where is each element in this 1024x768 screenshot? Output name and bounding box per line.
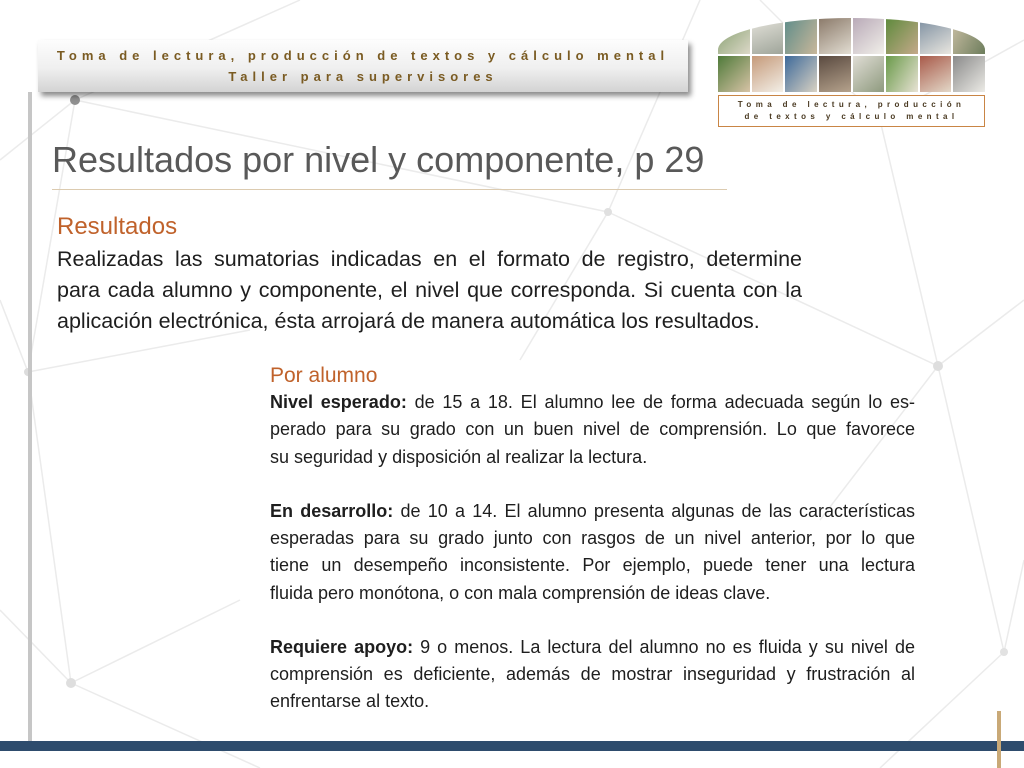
photo-tile [853, 56, 885, 92]
network-line [1004, 560, 1024, 652]
paragraph-line: para cada alumno y componente, el nivel que corresponda. Si cuenta con la [57, 278, 802, 302]
network-line [71, 600, 240, 683]
network-node [66, 678, 76, 688]
paragraph-line: enfrentarse al texto. [270, 691, 430, 712]
network-node [1000, 648, 1008, 656]
network-line [880, 120, 938, 366]
logo-caption [718, 95, 985, 127]
photo-tile [752, 56, 784, 92]
slide-title: Resultados por nivel y componente, p 29 [52, 139, 705, 180]
banner-subtitle: Taller para supervisores [228, 69, 498, 84]
network-line [938, 366, 1004, 652]
bottom-bar [0, 741, 1024, 751]
photo-tile [886, 56, 918, 92]
paragraph-line: tiene un desempeño inconsistente. Por ejemplo, puede tener una lectura [270, 555, 915, 576]
level-text: de 15 a 18. El alumno lee de forma adecuada según lo es- [414, 392, 915, 413]
photo-tile [785, 56, 817, 92]
photo-tile [819, 56, 851, 92]
paragraph-line: Realizadas las sumatorias indicadas en el formato de registro, determine [57, 247, 802, 271]
paragraph-line: perado para su grado con un buen nivel de comprensión. Lo que favorece [270, 419, 915, 440]
network-line [0, 610, 71, 683]
paragraph-line [270, 634, 915, 661]
photo-tile [886, 18, 918, 54]
paragraph-line [270, 498, 915, 525]
level-nivel-esperado [270, 389, 915, 471]
network-line [0, 300, 28, 372]
photo-tile [920, 56, 952, 92]
por-alumno-heading: Por alumno [270, 364, 378, 387]
photo-tile [785, 18, 817, 54]
level-en-desarrollo [270, 498, 915, 607]
logo-caption-line: Toma de lectura, producción [737, 100, 966, 109]
photo-tile [953, 56, 985, 92]
header-banner [38, 40, 688, 92]
photo-collage-logo [718, 18, 985, 92]
corner-accent-bar [997, 711, 1001, 768]
network-line [71, 683, 260, 768]
network-line [938, 300, 1024, 366]
network-node [604, 208, 612, 216]
title-underline [52, 189, 727, 190]
logo-caption-line: de textos y cálculo mental [744, 112, 959, 121]
level-label: Nivel esperado: [270, 392, 407, 413]
paragraph-line: su seguridad y disposición al realizar la lectura. [270, 446, 648, 467]
level-label: Requiere apoyo: [270, 637, 414, 657]
network-line [28, 372, 71, 683]
photo-tile [819, 18, 851, 54]
paragraph-line: esperadas para su grado junto con rasgos de un nivel anterior, por lo que [270, 528, 915, 549]
results-paragraph [57, 244, 802, 337]
photo-tile [853, 18, 885, 54]
results-heading: Resultados [57, 213, 178, 240]
level-text: 9 o menos. La lectura del alumno no es fluida y su nivel de [420, 637, 915, 657]
banner-title: Toma de lectura, producción de textos y cálculo mental [56, 48, 670, 63]
level-requiere-apoyo [270, 634, 915, 716]
paragraph-line: aplicación electrónica, ésta arrojará de manera automática los resultados. [57, 309, 760, 333]
network-node [70, 95, 80, 105]
left-vertical-rule [28, 92, 32, 741]
paragraph-line: comprensión es deficiente, además de mostrar inseguridad y frustración al [270, 664, 915, 685]
paragraph-line [270, 389, 915, 416]
level-label: En desarrollo: [270, 501, 394, 521]
por-alumno-section [270, 362, 915, 716]
paragraph-line: fluida pero monótona, o con mala comprensión de ideas clave. [270, 582, 771, 603]
network-node [933, 361, 943, 371]
photo-tile [718, 56, 750, 92]
level-text: de 10 a 14. El alumno presenta algunas de las características [400, 501, 915, 521]
